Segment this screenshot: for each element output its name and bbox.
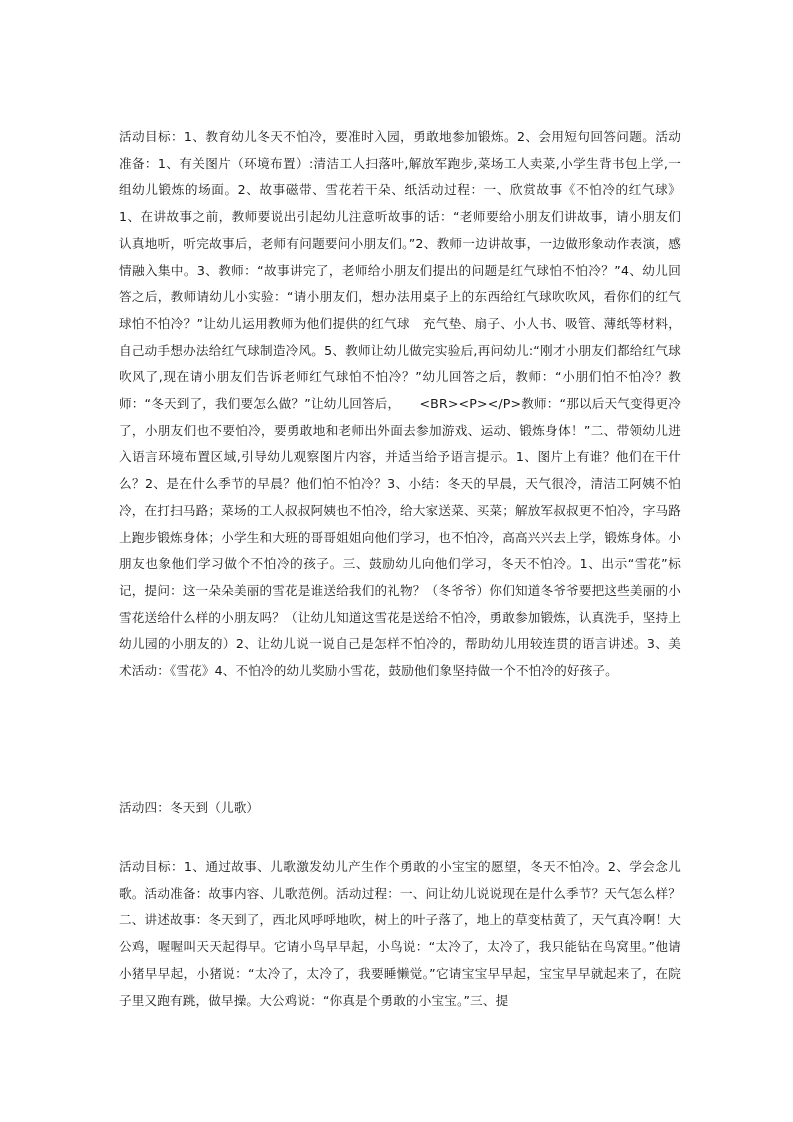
activity-4-heading: 活动四：冬天到（儿歌） [119,800,260,815]
activity-4-body-paragraph: 活动目标：1、通过故事、儿歌激发幼儿产生作个勇敢的小宝宝的愿望，冬天不怕冷。2、学会念儿歌。活动准备：故事内容、儿歌范例。活动过程：一、问让幼儿说说现在是什么季节？天气怎么样？二、讲述故事：冬天到了，西北风呼呼地吹，树上的叶子落了，地上的草变枯黄了，天气真冷啊！大公鸡，喔喔叫天天起得早。它请小鸟早早起，小鸟说：“太冷了，太冷了，我只能钻在鸟窝里。”他请小猪早早起，小猪说：“太冷了，太冷了，我要睡懒觉。”它请宝宝早早起，宝宝早早就起来了，在院子里又跑有跳，做早操。大公鸡说：“你真是个勇敢的小宝宝。”三、提 [119,859,681,1008]
activity-3-body-paragraph: 活动目标：1、教育幼儿冬天不怕冷，要准时入园，勇敢地参加锻炼。2、会用短句回答问题。活动准备：1、有关图片（环境布置）:清洁工人扫落叶,解放军跑步,菜场工人卖菜,小学生背书包上学,一组幼儿锻炼的场面。2、故事磁带、雪花若干朵、纸活动过程：一、欣赏故事《不怕冷的红气球》1、在讲故事之前，教师要说出引起幼儿注意听故事的话：“老师要给小朋友们讲故事，请小朋友们认真地听，听完故事后，老师有问题要问小朋友们。”2、教师一边讲故事，一边做形象动作表演，感情融入集中。3、教师：“故事讲完了，老师给小朋友们提出的问题是红气球怕不怕冷？”4、幼儿回答之后，教师请幼儿小实验：“请小朋友们，想办法用桌子上的东西给红气球吹吹风，看你们的红气球怕不怕冷？”让幼儿运用教师为他们提供的红气球 充气垫、扇子、小人书、吸管、薄纸等材料，自己动手想办法给红气球制造冷风。5、教师让幼儿做完实验后,再问幼儿:“刚才小朋友们都给红气球吹风了,现在请小朋友们告诉老师红气球怕不怕冷？”幼儿回答之后，教师：“小朋们怕不怕冷？教师：“冬天到了，我们要怎么做？”让幼儿回答后， <BR><P></P>教师：“那以后天气变得更冷了，小朋友们也不要怕冷，要勇敢地和老师出外面去参加游戏、运动、锻炼身体！”二、带领幼儿进入语言环境布置区域,引导幼儿观察图片内容，并适当给予语言提示。1、图片上有谁？他们在干什么？2、是在什么季节的早晨？他们怕不怕冷？3、小结：冬天的早晨，天气很冷，清洁工阿姨不怕冷，在打扫马路；菜场的工人叔叔阿姨也不怕冷，给大家送菜、买菜；解放军叔叔更不怕冷，字马路上跑步锻炼身体；小学生和大班的哥哥姐姐向他们学习，也不怕冷，高高兴兴去上学，锻炼身体。小朋友也象他们学习做个不怕冷的孩子。三、鼓励幼儿向他们学习，冬天不怕冷。1、出示“雪花”标记，提问：这一朵朵美丽的雪花是谁送给我们的礼物？（冬爷爷）你们知道冬爷爷要把这些美丽的小雪花送给什么样的小朋友吗？（让幼儿知道这雪花是送给不怕冷，勇敢参加锻炼，认真洗手，坚持上幼儿园的小朋友的）2、让幼儿说一说自己是怎样不怕冷的，帮助幼儿用较连贯的语言讲述。3、美术活动：《雪花》4、不怕冷的幼儿奖励小雪花，鼓励他们象坚持做一个不怕冷的好孩子。 [119,129,681,679]
